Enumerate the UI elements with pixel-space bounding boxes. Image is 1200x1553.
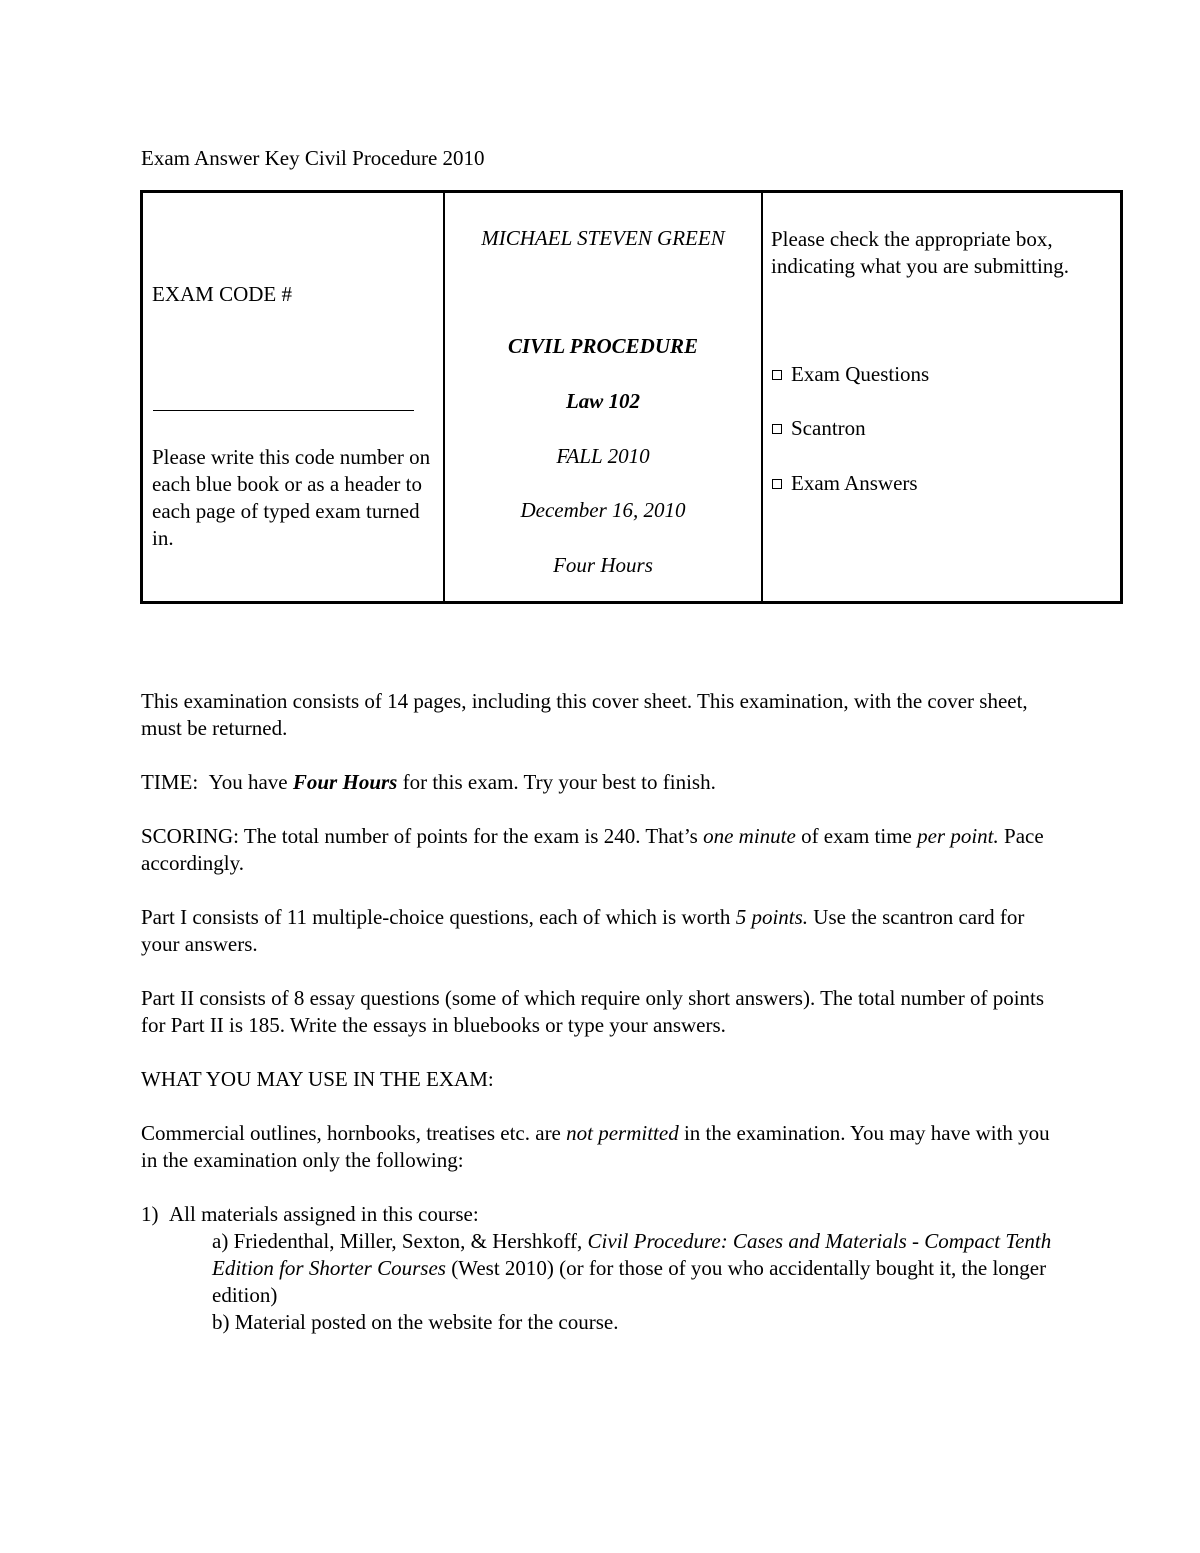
- scoring-paragraph: SCORING: The total number of points for the exam is 240. That’s one minute of exam time per point. Pace accordingly.: [141, 824, 1044, 875]
- checkbox-exam-questions[interactable]: [772, 361, 929, 388]
- checkbox-label: Exam Questions: [791, 362, 930, 386]
- code-instruction: Please write this code number on each blue book or as a header to each page of typed exam turned in.: [152, 445, 431, 550]
- exam-code-cell: [143, 193, 445, 601]
- checkbox-scantron[interactable]: [772, 415, 866, 442]
- part2-paragraph: Part II consists of 8 essay questions (some of which require only short answers). The total number of points for Part II is 185. Write the essays in bluebooks or type your answers.: [141, 986, 1045, 1037]
- checkbox-label: Exam Answers: [791, 471, 918, 495]
- cover-table: [140, 190, 1123, 604]
- instructions: [141, 688, 1061, 1336]
- checkbox-icon[interactable]: [772, 370, 782, 380]
- check-instruction: Please check the appropriate box, indicating what you are submitting.: [771, 227, 1070, 278]
- exam-code-label: EXAM CODE #: [152, 282, 292, 306]
- course-info-cell: [445, 193, 763, 601]
- permitted-paragraph: Commercial outlines, hornbooks, treatises etc. are not permitted in the examination. You may have with you in the examination only the following:: [141, 1121, 1050, 1172]
- checkbox-icon[interactable]: [772, 424, 782, 434]
- list-subitem-b: b) Material posted on the website for the course.: [212, 1310, 619, 1334]
- exam-date: December 16, 2010: [520, 498, 686, 522]
- checkbox-exam-answers[interactable]: [772, 470, 918, 497]
- submission-cell: [763, 193, 1120, 601]
- checkbox-icon[interactable]: [772, 479, 782, 489]
- checkbox-label: Scantron: [791, 416, 866, 440]
- intro-paragraph: This examination consists of 14 pages, including this cover sheet. This examination, with the cover sheet, must be returned.: [141, 689, 1028, 740]
- course-title: CIVIL PROCEDURE: [507, 334, 698, 358]
- professor-name: MICHAEL STEVEN GREEN: [481, 226, 725, 250]
- materials-heading: WHAT YOU MAY USE IN THE EXAM:: [141, 1067, 494, 1091]
- materials-list: [141, 1201, 1061, 1336]
- exam-code-blank[interactable]: [153, 410, 414, 411]
- list-item: 1) All materials assigned in this course:: [141, 1202, 479, 1226]
- list-subitem-a: a) Friedenthal, Miller, Sexton, & Hershkoff, Civil Procedure: Cases and Materials - Compact Tenth Edition for Shorter Courses (West 2010) (or for those of you who accidentally bought it, the longer edition): [212, 1229, 1052, 1307]
- part1-paragraph: Part I consists of 11 multiple-choice questions, each of which is worth 5 points. Use the scantron card for your answers.: [141, 905, 1025, 956]
- term: FALL 2010: [556, 444, 650, 468]
- page-title: Exam Answer Key Civil Procedure 2010: [141, 146, 485, 170]
- exam-duration: Four Hours: [553, 553, 653, 577]
- course-number: Law 102: [565, 389, 641, 413]
- time-paragraph: TIME: You have Four Hours for this exam. Try your best to finish.: [141, 770, 716, 794]
